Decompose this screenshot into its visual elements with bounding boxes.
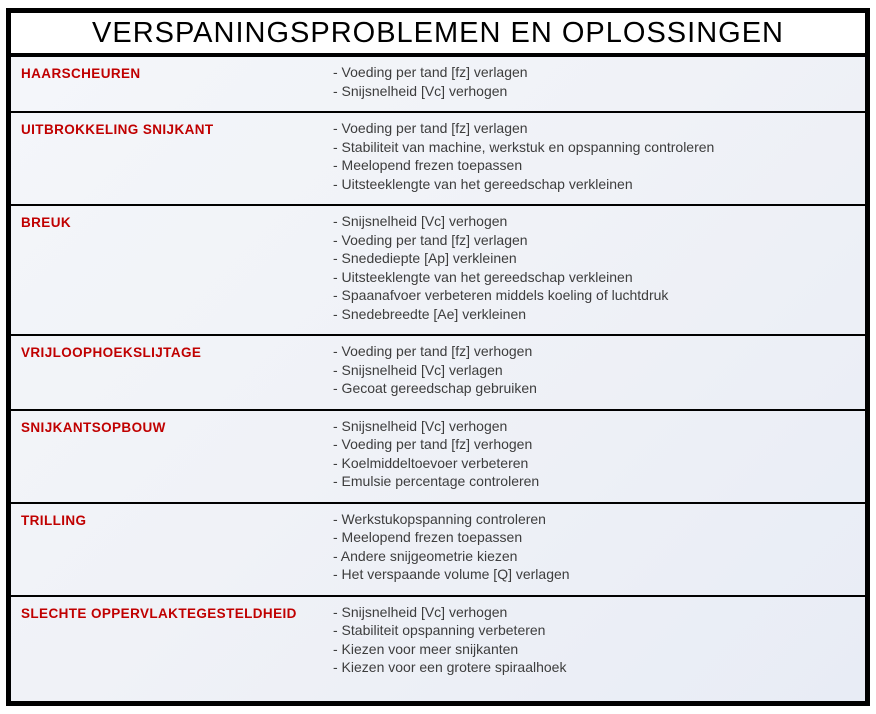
- solution-item: - Meelopend frezen toepassen: [333, 529, 523, 545]
- problems-solutions-table: [6, 8, 870, 706]
- solution-item: - Snijsnelheid [Vc] verlagen: [333, 361, 503, 378]
- solution-item: - Snijsnelheid [Vc] verhogen: [333, 213, 508, 229]
- problem-row: [11, 113, 865, 206]
- solution-item: - Uitsteeklengte van het gereedschap verkleinen: [333, 268, 633, 285]
- solutions-list: [333, 63, 865, 100]
- solution-item: - Uitsteeklengte van het gereedschap verkleinen: [333, 175, 633, 192]
- problem-label: UITBROKKELING SNIJKANT: [21, 122, 214, 137]
- problem-row: [11, 504, 865, 597]
- solution-item: - Het verspaande volume [Q] verlagen: [333, 566, 570, 582]
- solutions-list: [333, 603, 865, 677]
- page-title: VERSPANINGSPROBLEMEN EN OPLOSSINGEN: [92, 16, 784, 49]
- solutions-list: [333, 510, 865, 584]
- solution-item: - Snedebreedte [Ae] verkleinen: [333, 305, 527, 322]
- solution-item: - Meelopend frezen toepassen: [333, 157, 523, 173]
- table-title-bar: [11, 13, 865, 57]
- solutions-list: [333, 212, 865, 323]
- solution-item: - Snijsnelheid [Vc] verhogen: [333, 82, 508, 99]
- solution-item: - Kiezen voor meer snijkanten: [333, 640, 519, 657]
- solutions-list: [333, 119, 865, 193]
- problem-row: [11, 336, 865, 411]
- solution-item: - Voeding per tand [fz] verlagen: [333, 231, 528, 248]
- problem-label: VRIJLOOPHOEKSLIJTAGE: [21, 345, 202, 360]
- problem-label: SLECHTE OPPERVLAKTEGESTELDHEID: [21, 605, 297, 621]
- problem-label: TRILLING: [21, 512, 87, 528]
- solution-item: - Gecoat gereedschap gebruiken: [333, 380, 537, 396]
- solution-item: - Werkstukopspanning controleren: [333, 510, 546, 527]
- solution-item: - Snijsnelheid [Vc] verhogen: [333, 603, 508, 620]
- problem-row: [11, 597, 865, 707]
- solution-item: - Stabiliteit opspanning verbeteren: [333, 622, 546, 638]
- problem-row: [11, 57, 865, 113]
- rows-container: [11, 57, 865, 706]
- solution-item: - Spaanafvoer verbeteren middels koeling of luchtdruk: [333, 287, 669, 303]
- solution-item: - Snijsnelheid [Vc] verhogen: [333, 417, 508, 434]
- problem-label: HAARSCHEUREN: [21, 66, 141, 81]
- problem-row: [11, 411, 865, 504]
- solutions-list: [333, 417, 865, 491]
- solution-item: - Voeding per tand [fz] verlagen: [333, 64, 528, 80]
- problem-label: SNIJKANTSOPBOUW: [21, 419, 166, 435]
- solutions-list: [333, 342, 865, 398]
- solution-item: - Koelmiddeltoevoer verbeteren: [333, 454, 529, 471]
- solution-item: - Stabiliteit van machine, werkstuk en opspanning controleren: [333, 138, 715, 155]
- solution-item: - Kiezen voor een grotere spiraalhoek: [333, 659, 567, 675]
- solution-item: - Voeding per tand [fz] verlagen: [333, 120, 528, 136]
- problem-row: [11, 206, 865, 336]
- solution-item: - Voeding per tand [fz] verhogen: [333, 436, 533, 452]
- solution-item: - Emulsie percentage controleren: [333, 473, 540, 489]
- problem-label: BREUK: [21, 215, 72, 230]
- solution-item: - Voeding per tand [fz] verhogen: [333, 343, 533, 359]
- solution-item: - Snedediepte [Ap] verkleinen: [333, 250, 517, 266]
- solution-item: - Andere snijgeometrie kiezen: [333, 547, 518, 564]
